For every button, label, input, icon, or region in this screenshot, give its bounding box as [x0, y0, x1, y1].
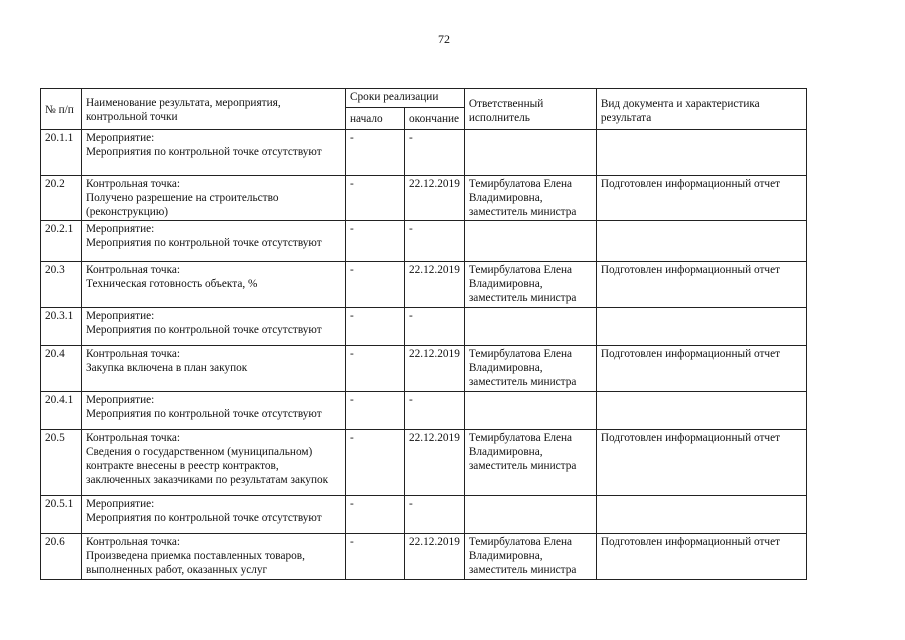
- row-text: Получено разрешение на строительство (реконструкцию): [86, 192, 279, 218]
- row-name: [82, 308, 346, 346]
- row-end: 22.12.2019: [405, 534, 465, 580]
- row-end: -: [405, 221, 465, 262]
- row-end: -: [405, 496, 465, 534]
- row-end: 22.12.2019: [405, 346, 465, 392]
- row-name: [82, 392, 346, 430]
- page-number: 72: [438, 32, 450, 46]
- row-text: Мероприятия по контрольной точке отсутствуют: [86, 146, 322, 158]
- row-start: -: [346, 221, 405, 262]
- row-document: [596, 221, 806, 262]
- row-responsible: Темирбулатова Елена Владимировна, заместитель министра: [464, 430, 596, 496]
- row-responsible: Темирбулатова Елена Владимировна, заместитель министра: [464, 346, 596, 392]
- table-row: [41, 346, 807, 392]
- row-responsible: [464, 308, 596, 346]
- row-end: -: [405, 130, 465, 176]
- row-responsible: Темирбулатова Елена Владимировна, заместитель министра: [464, 534, 596, 580]
- row-text: Техническая готовность объекта, %: [86, 278, 258, 290]
- row-name: [82, 346, 346, 392]
- row-start: -: [346, 346, 405, 392]
- row-end: 22.12.2019: [405, 430, 465, 496]
- table-row: [41, 176, 807, 221]
- row-start: -: [346, 176, 405, 221]
- table-row: [41, 221, 807, 262]
- row-document: [596, 308, 806, 346]
- row-kind: Контрольная точка:: [86, 536, 181, 548]
- row-document: [596, 392, 806, 430]
- row-start: -: [346, 130, 405, 176]
- row-responsible: [464, 130, 596, 176]
- row-document: Подготовлен информационный отчет: [596, 534, 806, 580]
- header-timing: Сроки реализации: [346, 89, 465, 108]
- header-start: начало: [346, 108, 405, 130]
- row-document: [596, 130, 806, 176]
- row-text: Мероприятия по контрольной точке отсутствуют: [86, 237, 322, 249]
- row-number: 20.2.1: [41, 221, 82, 262]
- row-text: Мероприятия по контрольной точке отсутствуют: [86, 512, 322, 524]
- row-number: 20.2: [41, 176, 82, 221]
- row-name: [82, 130, 346, 176]
- row-name: [82, 534, 346, 580]
- row-kind: Контрольная точка:: [86, 348, 181, 360]
- row-start: -: [346, 534, 405, 580]
- table-row: [41, 534, 807, 580]
- header-document: Вид документа и характеристика результата: [596, 89, 806, 130]
- row-document: [596, 496, 806, 534]
- row-kind: Контрольная точка:: [86, 432, 181, 444]
- header-responsible: Ответственный исполнитель: [464, 89, 596, 130]
- row-number: 20.6: [41, 534, 82, 580]
- row-responsible: [464, 392, 596, 430]
- table-row: [41, 430, 807, 496]
- header-end: окончание: [405, 108, 465, 130]
- row-end: -: [405, 392, 465, 430]
- table-row: [41, 308, 807, 346]
- row-name: [82, 430, 346, 496]
- row-name: [82, 176, 346, 221]
- table-body: [41, 130, 807, 580]
- row-number: 20.4.1: [41, 392, 82, 430]
- row-start: -: [346, 430, 405, 496]
- row-start: -: [346, 308, 405, 346]
- row-number: 20.3.1: [41, 308, 82, 346]
- row-responsible: [464, 496, 596, 534]
- table-header: [41, 89, 807, 130]
- row-end: 22.12.2019: [405, 262, 465, 308]
- row-name: [82, 496, 346, 534]
- row-text: Сведения о государственном (муниципальном) контракте внесены в реестр контрактов, заключенных заказчиками по результатам закупок: [86, 446, 329, 486]
- plan-table: [40, 88, 807, 580]
- row-kind: Мероприятие:: [86, 223, 155, 235]
- row-kind: Контрольная точка:: [86, 178, 181, 190]
- table-row: [41, 392, 807, 430]
- row-number: 20.5.1: [41, 496, 82, 534]
- row-kind: Мероприятие:: [86, 498, 155, 510]
- row-document: Подготовлен информационный отчет: [596, 262, 806, 308]
- row-start: -: [346, 262, 405, 308]
- table-row: [41, 130, 807, 176]
- table-row: [41, 262, 807, 308]
- row-responsible: [464, 221, 596, 262]
- row-end: 22.12.2019: [405, 176, 465, 221]
- row-start: -: [346, 392, 405, 430]
- row-name: [82, 262, 346, 308]
- row-text: Мероприятия по контрольной точке отсутствуют: [86, 408, 322, 420]
- row-document: Подготовлен информационный отчет: [596, 176, 806, 221]
- row-document: Подготовлен информационный отчет: [596, 430, 806, 496]
- row-kind: Мероприятие:: [86, 394, 155, 406]
- row-text: Закупка включена в план закупок: [86, 362, 248, 374]
- table-row: [41, 496, 807, 534]
- row-kind: Мероприятие:: [86, 310, 155, 322]
- row-text: Мероприятия по контрольной точке отсутствуют: [86, 324, 322, 336]
- row-responsible: Темирбулатова Елена Владимировна, заместитель министра: [464, 176, 596, 221]
- header-num: № п/п: [41, 89, 82, 130]
- row-text: Произведена приемка поставленных товаров, выполненных работ, оказанных услуг: [86, 550, 305, 576]
- row-start: -: [346, 496, 405, 534]
- row-number: 20.5: [41, 430, 82, 496]
- header-name: Наименование результата, мероприятия, контрольной точки: [82, 89, 346, 130]
- row-name: [82, 221, 346, 262]
- row-responsible: Темирбулатова Елена Владимировна, заместитель министра: [464, 262, 596, 308]
- row-number: 20.1.1: [41, 130, 82, 176]
- row-end: -: [405, 308, 465, 346]
- row-number: 20.3: [41, 262, 82, 308]
- row-document: Подготовлен информационный отчет: [596, 346, 806, 392]
- row-kind: Мероприятие:: [86, 132, 155, 144]
- row-number: 20.4: [41, 346, 82, 392]
- row-kind: Контрольная точка:: [86, 264, 181, 276]
